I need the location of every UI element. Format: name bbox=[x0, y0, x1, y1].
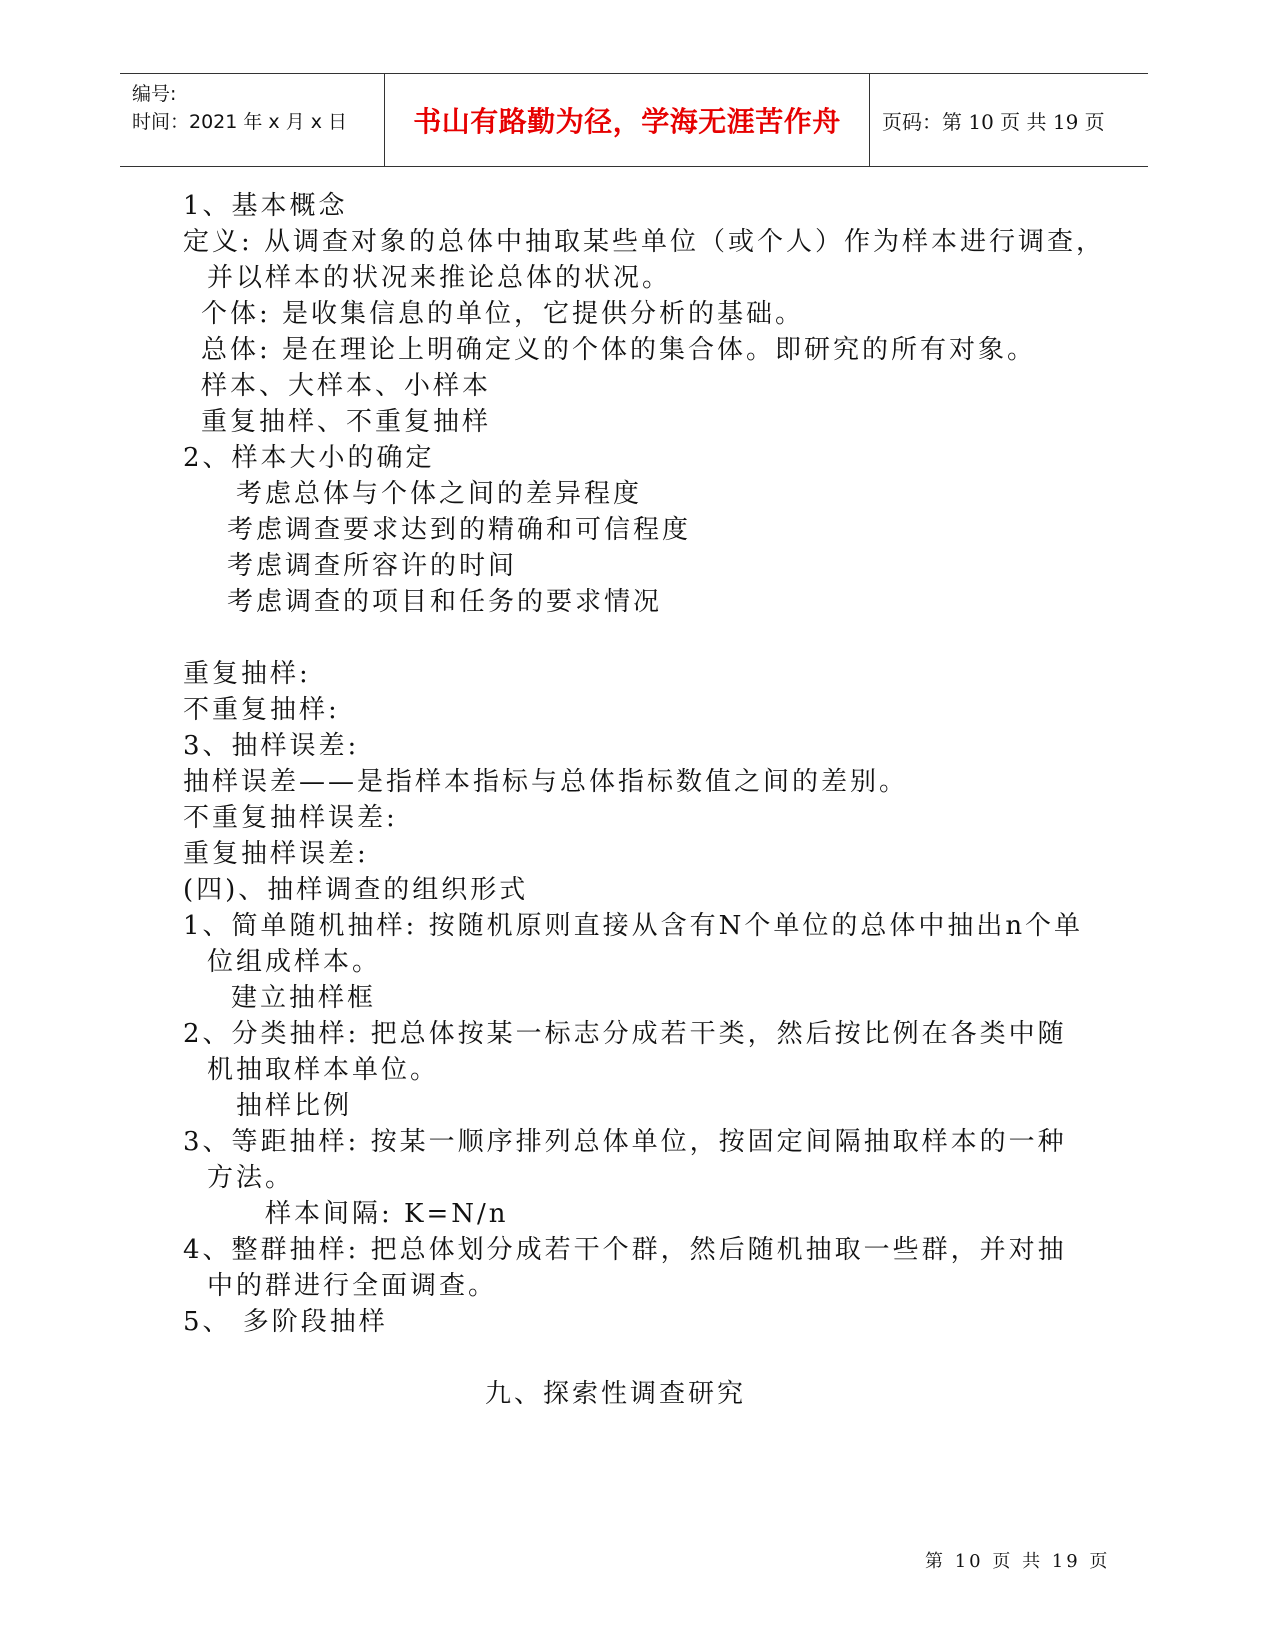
header-motto: 书山有路勤为径，学海无涯苦作舟 bbox=[385, 74, 870, 166]
text-line: 样本间隔: K=N/n bbox=[265, 1199, 509, 1229]
text-line: 重复抽样误差: bbox=[183, 839, 369, 869]
text-line: 中的群进行全面调查。 bbox=[207, 1271, 498, 1301]
text-line: 机抽取样本单位。 bbox=[207, 1055, 440, 1085]
text-line: 位组成样本。 bbox=[207, 947, 382, 977]
text-line: 重复抽样: bbox=[183, 659, 311, 689]
text-line: 样本、大样本、小样本 bbox=[201, 371, 492, 401]
text-line: 3、抽样误差: bbox=[183, 731, 360, 761]
time-label: 时间：2021 年 x 月 x 日 bbox=[132, 111, 348, 133]
text-line: 建立抽样框 bbox=[231, 983, 377, 1013]
header-page-label: 页码：第 10 页 共 19 页 bbox=[882, 109, 1105, 134]
text-line: 抽样比例 bbox=[236, 1091, 353, 1121]
text-line: 并以样本的状况来推论总体的状况。 bbox=[207, 263, 672, 293]
text-line: 考虑总体与个体之间的差异程度 bbox=[236, 479, 643, 509]
text-line: 考虑调查的项目和任务的要求情况 bbox=[227, 587, 663, 617]
text-line: 不重复抽样误差: bbox=[183, 803, 398, 833]
text-line: 考虑调查所容许的时间 bbox=[227, 551, 518, 581]
number-label: 编号: bbox=[132, 83, 177, 105]
text-line: 5、 多阶段抽样 bbox=[183, 1307, 388, 1337]
text-line: 个体: 是收集信息的单位，它提供分析的基础。 bbox=[201, 299, 805, 329]
text-line: 1、简单随机抽样: 按随机原则直接从含有N个单位的总体中抽出n个单 bbox=[183, 911, 1084, 941]
text-line: 4、整群抽样: 把总体划分成若干个群，然后随机抽取一些群，并对抽 bbox=[183, 1235, 1067, 1265]
page-footer: 第 10 页 共 19 页 bbox=[925, 1551, 1111, 1572]
text-line: 总体: 是在理论上明确定义的个体的集合体。即研究的所有对象。 bbox=[201, 335, 1037, 365]
text-line: 重复抽样、不重复抽样 bbox=[201, 407, 492, 437]
text-line: 定义: 从调查对象的总体中抽取某些单位（或个人）作为样本进行调查， bbox=[183, 227, 1106, 257]
text-line: 考虑调查要求达到的精确和可信程度 bbox=[227, 515, 692, 545]
text-line: 方法。 bbox=[207, 1163, 295, 1193]
text-line: 不重复抽样: bbox=[183, 695, 340, 725]
text-line: 2、分类抽样: 把总体按某一标志分成若干类，然后按比例在各类中随 bbox=[183, 1019, 1067, 1049]
text-line: (四)、抽样调查的组织形式 bbox=[183, 875, 529, 905]
text-line: 1、基本概念 bbox=[183, 191, 348, 221]
section-heading: 九、探索性调查研究 bbox=[485, 1379, 747, 1409]
text-line: 2、样本大小的确定 bbox=[183, 443, 435, 473]
text-line: 抽样误差——是指样本指标与总体指标数值之间的差别。 bbox=[183, 767, 909, 797]
text-line: 3、等距抽样: 按某一顺序排列总体单位，按固定间隔抽取样本的一种 bbox=[183, 1127, 1067, 1157]
